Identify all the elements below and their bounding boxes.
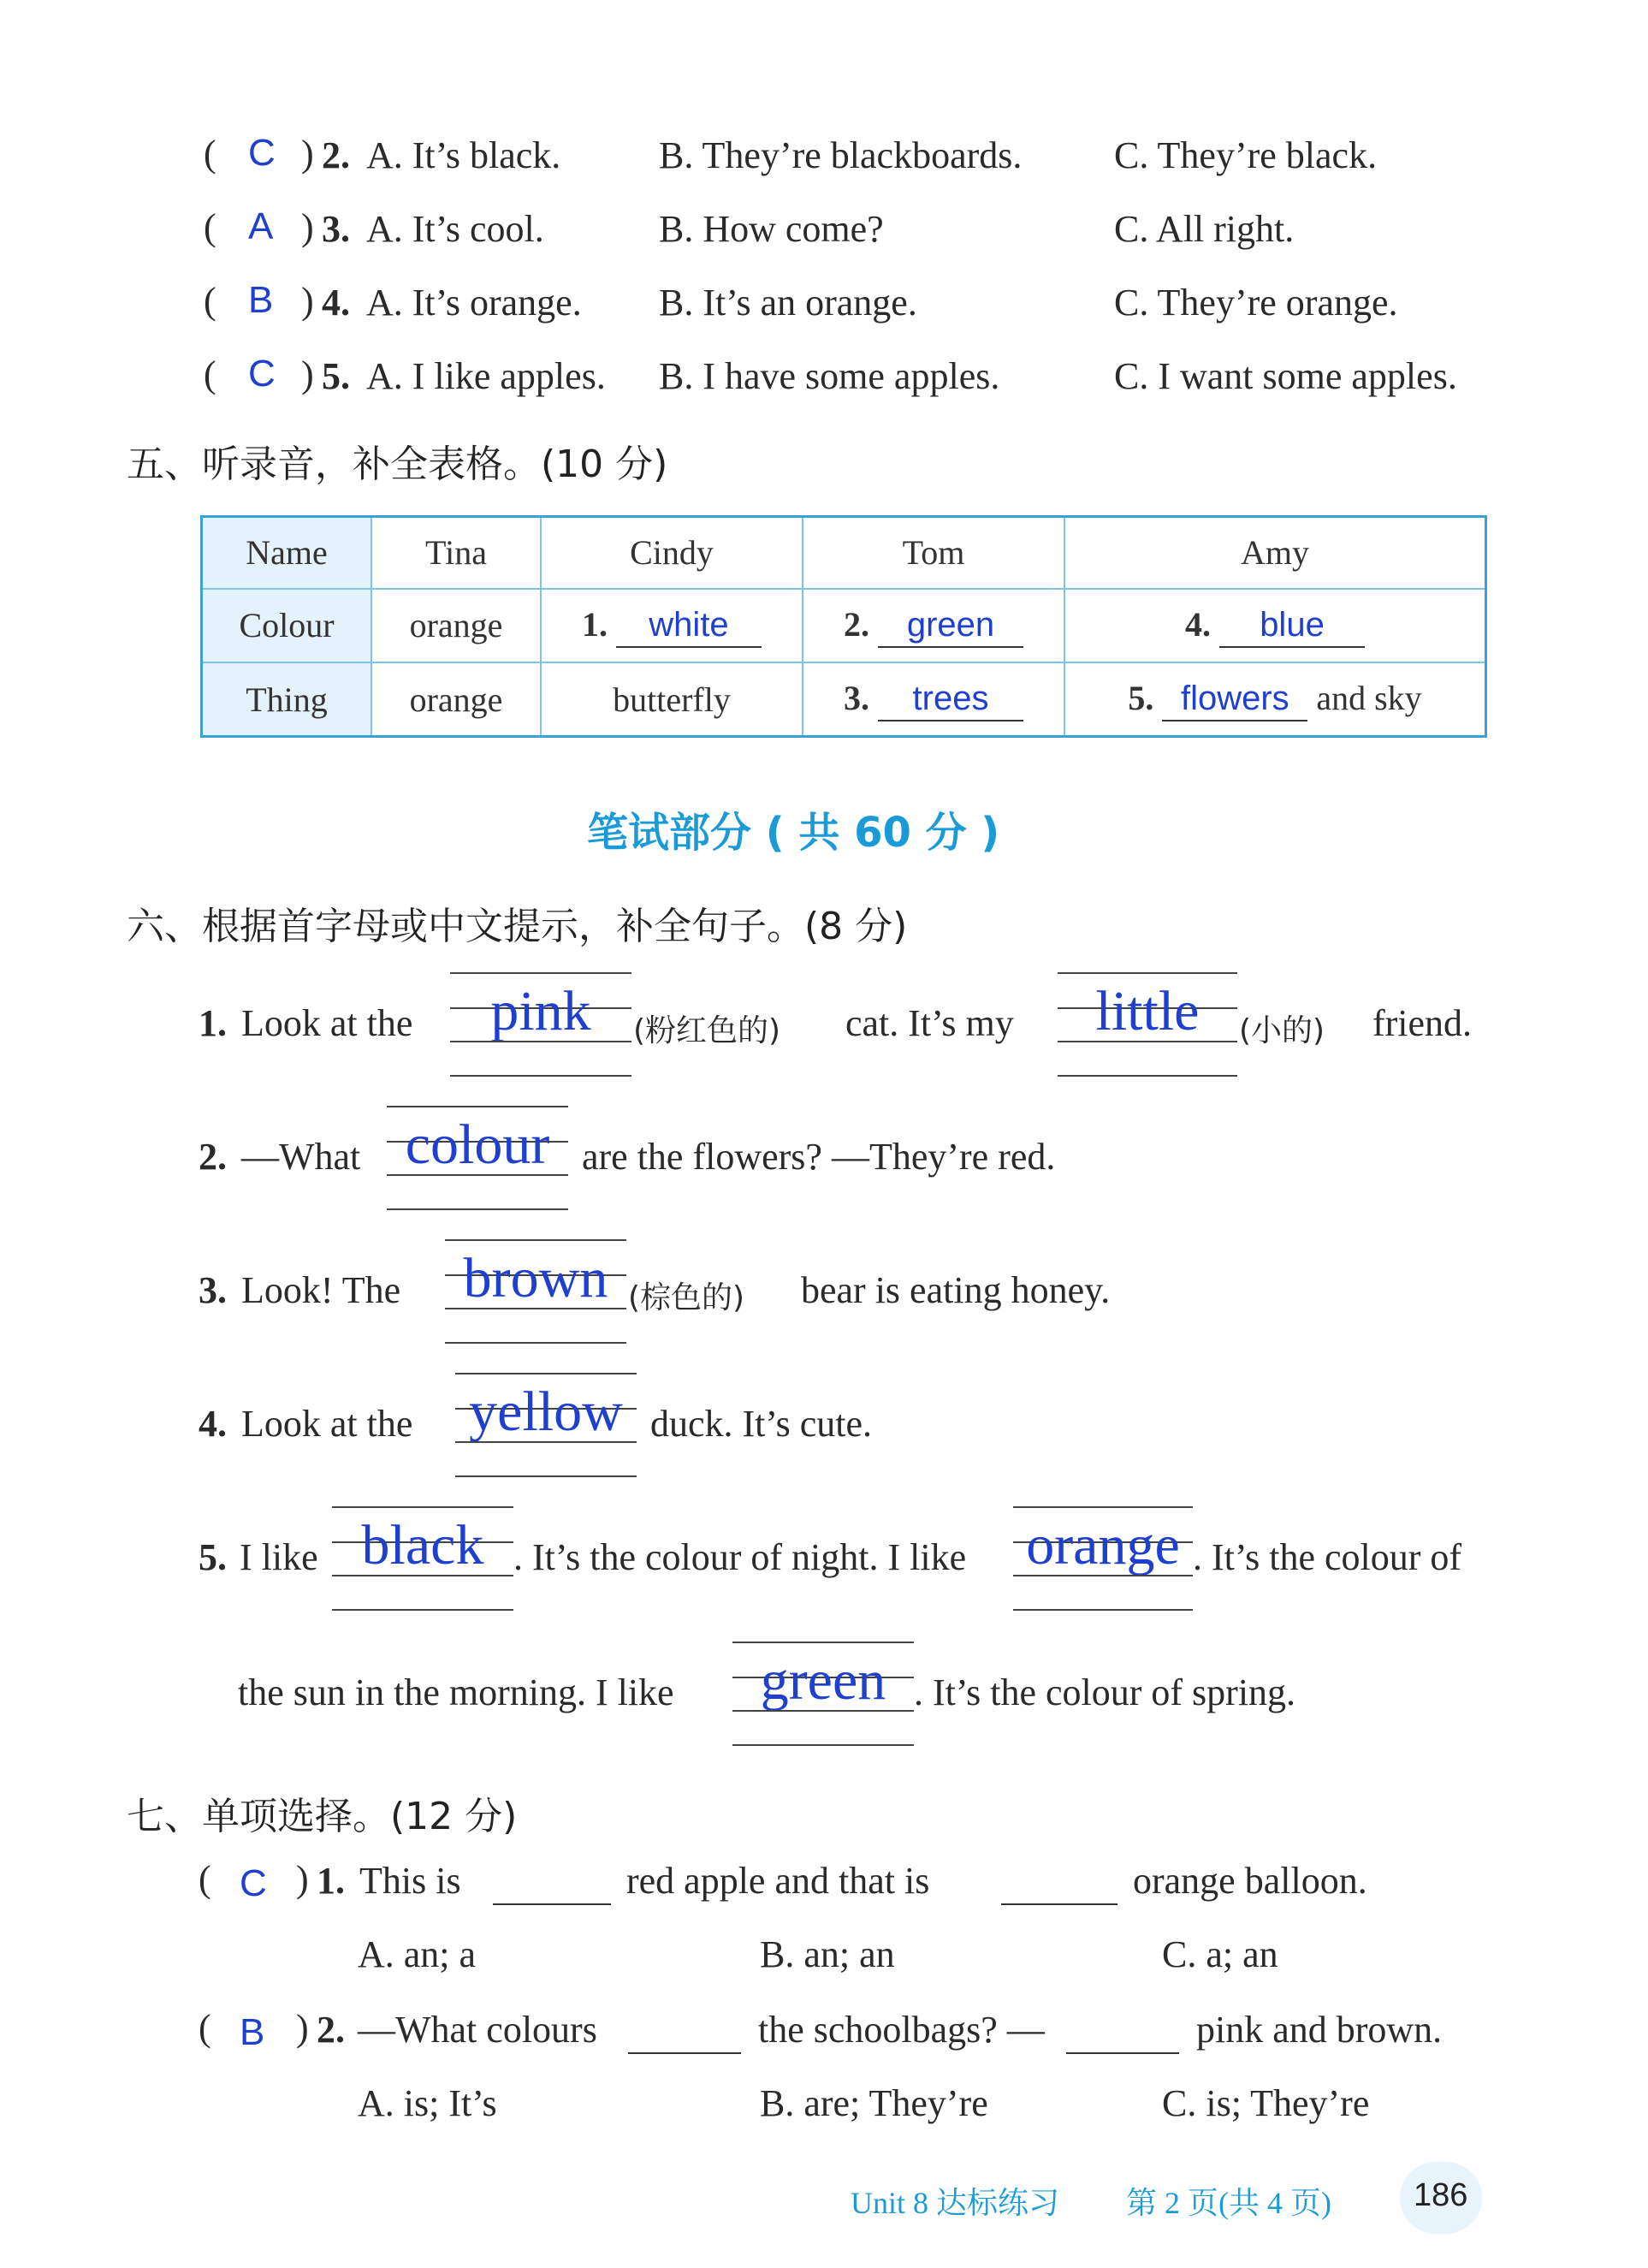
option-c: C. All right. (1114, 208, 1295, 250)
cell-fill (803, 662, 1064, 736)
fill-blank[interactable] (1162, 677, 1307, 721)
answer-paren: ( (204, 280, 216, 322)
option-a: A. It’s cool. (366, 208, 544, 250)
question-text: —What colours (358, 2009, 597, 2051)
option-c: C. They’re orange. (1114, 282, 1398, 324)
fill-blank[interactable] (616, 603, 762, 648)
cell-fill (541, 589, 803, 662)
answer-paren: ) (301, 353, 314, 395)
answer-choice: A (248, 205, 274, 247)
table-row-colour (202, 589, 1486, 662)
option-a: A. It’s black. (366, 134, 561, 176)
table-header-tina: Tina (371, 517, 541, 589)
filled-answer: blue (1260, 605, 1325, 644)
section-7-heading: 七、单项选择。(12 分) (127, 1795, 518, 1838)
fill-blank[interactable] (878, 677, 1023, 721)
answer-blank[interactable] (493, 1857, 611, 1905)
question-number: 3. (199, 1269, 227, 1311)
cell-fill (1064, 589, 1486, 662)
page-number: 186 (1414, 2177, 1468, 2213)
sentence-text: Look! The (241, 1269, 401, 1311)
filled-answer: brown (463, 1247, 608, 1309)
question-number: 5. (322, 355, 350, 397)
chinese-hint: (粉红色的) (633, 1013, 781, 1048)
cell-value: orange (371, 662, 541, 736)
answer-paren: ) (301, 280, 314, 322)
option-a: A. It’s orange. (366, 282, 582, 324)
written-part-title: 笔试部分 ( 共 60 分 ) (587, 809, 1000, 857)
answer-choice: B (248, 279, 274, 321)
cell-fill (803, 589, 1064, 662)
answer-blank[interactable] (628, 2006, 741, 2054)
answer-paren: ) (296, 1858, 309, 1900)
question-number: 3. (322, 208, 350, 250)
sentence-text: the sun in the morning. I like (238, 1671, 674, 1713)
option-c: C. a; an (1162, 1933, 1278, 1975)
cell-fill (1064, 662, 1486, 736)
sentence-text: friend. (1372, 1002, 1473, 1044)
listening-table (200, 515, 1487, 738)
sentence-text: —What (241, 1136, 361, 1178)
writing-grid[interactable] (387, 1106, 568, 1210)
option-b: B. an; an (760, 1933, 895, 1975)
filled-answer: colour (405, 1113, 550, 1176)
blank-number: 3. (844, 679, 869, 718)
filled-answer: yellow (469, 1380, 623, 1443)
filled-answer: green (906, 605, 995, 644)
question-number: 1. (199, 1002, 227, 1044)
row-label: Thing (202, 662, 372, 736)
row-label: Colour (202, 589, 372, 662)
option-a: A. I like apples. (366, 355, 606, 397)
answer-choice: C (248, 353, 276, 395)
table-header-name: Name (202, 517, 372, 589)
answer-paren: ) (301, 206, 314, 248)
option-b: B. It’s an orange. (659, 282, 917, 324)
question-number: 4. (199, 1403, 227, 1445)
option-b: B. How come? (659, 208, 884, 250)
option-b: B. They’re blackboards. (659, 134, 1023, 176)
question-text: red apple and that is (626, 1860, 930, 1902)
sentence-text: . It’s the colour of night. I like (513, 1536, 967, 1578)
cell-suffix: and sky (1316, 679, 1422, 718)
question-text: the schoolbags? — (758, 2009, 1045, 2051)
question-number: 1. (317, 1860, 345, 1902)
sentence-text: duck. It’s cute. (650, 1403, 873, 1445)
sentence-text: Look at the (241, 1403, 413, 1445)
question-text: orange balloon. (1133, 1860, 1367, 1902)
fill-blank[interactable] (1219, 603, 1365, 648)
option-a: A. is; It’s (358, 2082, 497, 2124)
blank-number: 5. (1128, 679, 1154, 718)
writing-grid[interactable] (332, 1506, 513, 1611)
blank-number: 2. (844, 604, 869, 644)
sentence-text: Look at the (241, 1002, 413, 1044)
answer-choice: C (240, 1862, 267, 1904)
answer-paren: ( (204, 206, 216, 248)
writing-grid[interactable] (1058, 972, 1237, 1077)
section-6-heading: 六、根据首字母或中文提示，补全句子。(8 分) (127, 905, 908, 948)
footer-page-info: 第 2 页(共 4 页) (1126, 2186, 1331, 2220)
filled-answer: pink (490, 980, 591, 1042)
answer-paren: ( (199, 1858, 211, 1900)
writing-grid[interactable] (455, 1373, 637, 1477)
cell-value: butterfly (541, 662, 803, 736)
writing-grid[interactable] (1013, 1506, 1193, 1611)
sentence-text: are the flowers? —They’re red. (582, 1136, 1056, 1178)
option-b: B. are; They’re (760, 2082, 988, 2124)
blank-number: 1. (582, 604, 608, 644)
footer-unit: Unit 8 达标练习 (851, 2186, 1060, 2220)
sentence-text: . It’s the colour of (1193, 1536, 1462, 1578)
table-header-tom: Tom (803, 517, 1064, 589)
table-header-cindy: Cindy (541, 517, 803, 589)
answer-paren: ) (296, 2007, 309, 2049)
table-header-amy: Amy (1064, 517, 1486, 589)
question-number: 2. (322, 134, 350, 176)
option-a: A. an; a (358, 1933, 477, 1975)
answer-paren: ( (204, 353, 216, 395)
answer-paren: ( (199, 2007, 211, 2049)
writing-grid[interactable] (732, 1642, 914, 1746)
cell-value: orange (371, 589, 541, 662)
option-c: C. They’re black. (1114, 134, 1378, 176)
answer-blank[interactable] (1001, 1857, 1117, 1905)
filled-answer: trees (912, 680, 989, 718)
filled-answer: little (1095, 980, 1200, 1042)
blank-number: 4. (1185, 604, 1211, 644)
filled-answer: white (649, 605, 729, 644)
sentence-text: cat. It’s my (845, 1002, 1014, 1044)
question-number: 5. (199, 1536, 227, 1578)
option-b: B. I have some apples. (659, 355, 1000, 397)
question-number: 4. (322, 282, 350, 324)
filled-answer: black (361, 1514, 484, 1576)
sentence-text: bear is eating honey. (801, 1269, 1111, 1311)
question-number: 2. (317, 2009, 345, 2051)
fill-blank[interactable] (878, 603, 1023, 648)
answer-paren: ) (301, 133, 314, 175)
writing-grid[interactable] (445, 1239, 626, 1344)
table-row-thing (202, 662, 1486, 736)
answer-choice: B (240, 2011, 265, 2053)
question-text: This is (359, 1860, 461, 1902)
question-text: pink and brown. (1196, 2009, 1443, 2051)
answer-paren: ( (204, 133, 216, 175)
sentence-text: . It’s the colour of spring. (914, 1671, 1296, 1713)
question-number: 2. (199, 1136, 227, 1178)
answer-choice: C (248, 132, 276, 174)
chinese-hint: (棕色的) (628, 1280, 745, 1315)
option-c: C. I want some apples. (1114, 355, 1457, 397)
section-5-heading: 五、听录音，补全表格。(10 分) (127, 442, 668, 486)
answer-blank[interactable] (1066, 2006, 1179, 2054)
filled-answer: flowers (1180, 680, 1289, 718)
sentence-text: I like (240, 1536, 318, 1578)
option-c: C. is; They’re (1162, 2082, 1370, 2124)
writing-grid[interactable] (450, 972, 631, 1077)
filled-answer: orange (1026, 1514, 1180, 1576)
chinese-hint: (小的) (1239, 1013, 1325, 1048)
filled-answer: green (760, 1649, 886, 1712)
